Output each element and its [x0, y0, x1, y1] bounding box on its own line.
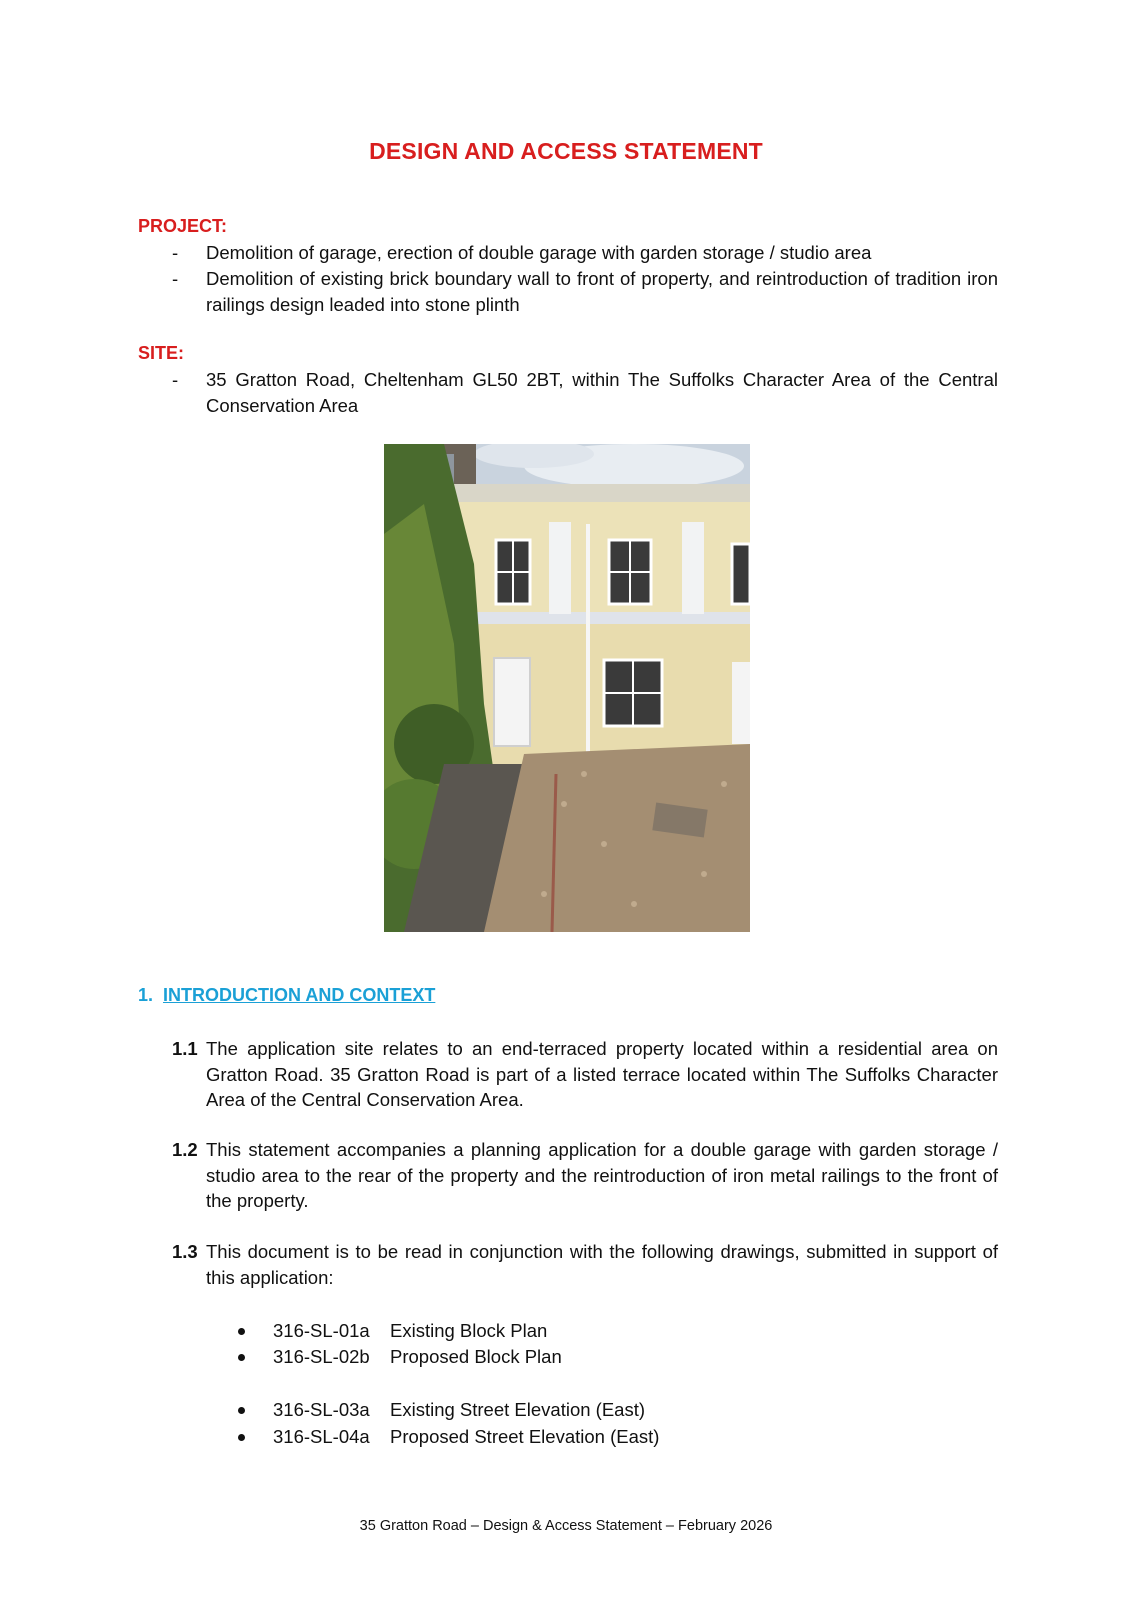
drawing-code: 316-SL-04a: [273, 1426, 370, 1447]
document-title: DESIGN AND ACCESS STATEMENT: [369, 138, 763, 164]
project-item: [172, 266, 998, 317]
project-item: [172, 240, 998, 266]
paragraph-number: 1.3: [172, 1241, 198, 1262]
bullet-dot: [238, 1354, 245, 1361]
dash-marker: -: [172, 369, 179, 390]
section-heading: [138, 985, 435, 1006]
drawing-name: Proposed Block Plan: [390, 1346, 562, 1367]
drawing-name: Existing Block Plan: [390, 1320, 548, 1341]
paragraph-number: 1.1: [172, 1038, 198, 1059]
drawing-name: Proposed Street Elevation (East): [390, 1426, 660, 1447]
bullet-dot: [238, 1434, 245, 1441]
drawing-name: Existing Street Elevation (East): [390, 1399, 645, 1420]
paragraph: [172, 1137, 998, 1214]
site-item: [172, 367, 998, 418]
paragraph: [172, 1239, 998, 1290]
property-photo: [384, 444, 750, 932]
project-item-text: Demolition of existing brick boundary wall to front of property, and reintroduction of tradition iron railings design leaded into stone plinth: [206, 268, 998, 315]
drawing-code: 316-SL-03a: [273, 1399, 370, 1420]
drawing-code: 316-SL-02b: [273, 1346, 370, 1367]
section-title-link[interactable]: INTRODUCTION AND CONTEXT: [163, 985, 436, 1005]
paragraph-text: This statement accompanies a planning application for a double garage with garden storage / studio area to the rear of the property and the reintroduction of iron metal railings to the front of the property.: [206, 1139, 998, 1211]
paragraph: [172, 1036, 998, 1113]
bullet-dot: [238, 1407, 245, 1414]
bullet-dot: [238, 1328, 245, 1335]
paragraph-text: This document is to be read in conjunction with the following drawings, submitted in support of this application:: [206, 1241, 998, 1288]
project-label: PROJECT:: [138, 216, 228, 236]
paragraph-text: The application site relates to an end-terraced property located within a residential area on Gratton Road. 35 Gratton Road is part of a listed terrace located within The Suffolks Character Area of the Central Conservation Area.: [206, 1038, 998, 1110]
paragraph-number: 1.2: [172, 1139, 198, 1160]
section-number: 1.: [138, 985, 154, 1005]
drawing-code: 316-SL-01a: [273, 1320, 370, 1341]
site-label: SITE:: [138, 343, 185, 363]
dash-marker: -: [172, 242, 179, 263]
page-footer: 35 Gratton Road – Design & Access Statement – February 2026: [359, 1518, 773, 1534]
site-item-text: 35 Gratton Road, Cheltenham GL50 2BT, within The Suffolks Character Area of the Central Conservation Area: [206, 369, 998, 416]
project-item-text: Demolition of garage, erection of double garage with garden storage / studio area: [206, 242, 872, 263]
dash-marker: -: [172, 268, 179, 289]
